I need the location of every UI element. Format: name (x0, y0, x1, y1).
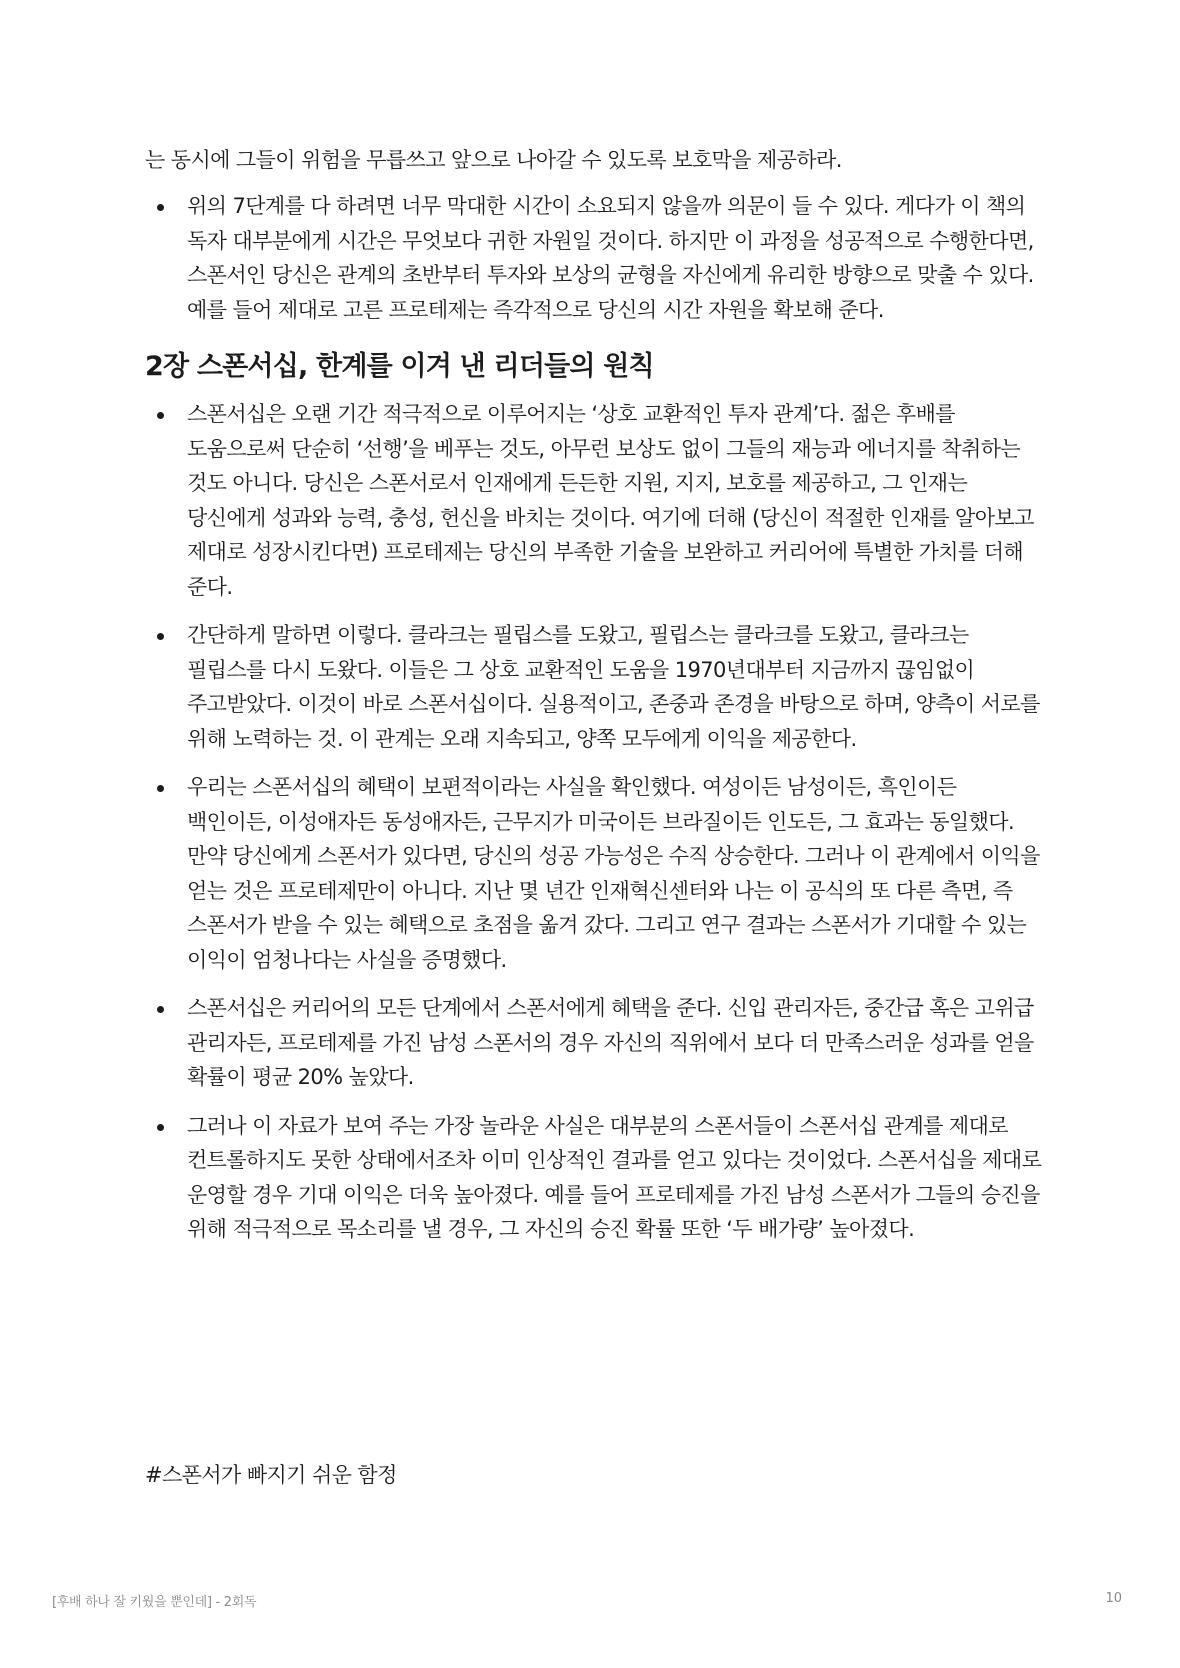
section-title: 2장 스폰서십, 한계를 이겨 낸 리더들의 원칙 (145, 351, 654, 382)
list-item-text: 우리는 스폰서십의 혜택이 보편적이라는 사실을 확인했다. 여성이든 남성이든, 흑인이든 백인이든, 이성애자든 동성애자든, 근무지가 미국이든 브라질이든 인도든, 그 효과는 동일했다. 만약 당신에게 스폰서가 있다면, 당신의 성공 가능성은 수직 상승한다. 그러나 이 관계에서 이익을 얻는 것은 프로테제만이 아니다. 지난 몇 년간 인재혁신센터와 나는 이 공식의 또 다른 측면, 즉 스폰서가 받을 수 있는 혜택으로 초점을 옮겨 갔다. 그리고 연구 결과는 스폰서가 기대할 수 있는 이익이 엄청나다는 사실을 증명했다. (187, 775, 1040, 972)
lead-paragraph: 는 동시에 그들이 위험을 무릅쓰고 앞으로 나아갈 수 있도록 보호막을 제공하라. (145, 148, 842, 172)
section-bullet-list (145, 397, 1045, 1247)
list-item (145, 991, 1045, 1095)
bullet-icon (157, 412, 164, 419)
list-item-text: 간단하게 말하면 이렇다. 클라크는 필립스를 도왔고, 필립스는 클라크를 도왔고, 클라크는 필립스를 다시 도왔다. 이들은 그 상호 교환적인 도움을 1970년대부터 지금까지 끊임없이 주고받았다. 이것이 바로 스폰서십이다. 실용적이고, 존중과 존경을 바탕으로 하며, 양측이 서로를 위해 노력하는 것. 이 관계는 오래 지속되고, 양쪽 모두에게 이익을 제공한다. (187, 623, 1040, 751)
bullet-icon (157, 1124, 164, 1131)
bullet-icon (157, 1006, 164, 1013)
footer-document-title: [후배 하나 잘 키웠을 뿐인데] - 2회독 (52, 1595, 257, 1610)
bullet-icon (157, 785, 164, 792)
bullet-icon (157, 204, 164, 211)
main-content (145, 143, 1045, 1261)
list-item-text: 위의 7단계를 다 하려면 너무 막대한 시간이 소요되지 않을까 의문이 들 수 있다. 게다가 이 책의 독자 대부분에게 시간은 무엇보다 귀한 자원일 것이다. 하지만 이 과정을 성공적으로 수행한다면, 스폰서인 당신은 관계의 초반부터 투자와 보상의 균형을 자신에게 유리한 방향으로 맞출 수 있다. 예를 들어 제대로 고른 프로테제는 즉각적으로 당신의 시간 자원을 확보해 준다. (187, 194, 1034, 322)
list-item-text: 스폰서십은 오랜 기간 적극적으로 이루어지는 ‘상호 교환적인 투자 관계’다. 젊은 후배를 도움으로써 단순히 ‘선행’을 베푸는 것도, 아무런 보상도 없이 그들의 재능과 에너지를 착취하는 것도 아니다. 당신은 스폰서로서 인재에게 든든한 지원, 지지, 보호를 제공하고, 그 인재는 당신에게 성과와 능력, 충성, 헌신을 바치는 것이다. 여기에 더해 (당신이 적절한 인재를 알아보고 제대로 성장시킨다면) 프로테제는 당신의 부족한 기술을 보완하고 커리어에 특별한 가치를 더해 준다. (187, 402, 1034, 599)
list-item-text: 스폰서십은 커리어의 모든 단계에서 스폰서에게 혜택을 준다. 신입 관리자든, 중간급 혹은 고위급 관리자든, 프로테제를 가진 남성 스폰서의 경우 자신의 직위에서 보다 더 만족스러운 성과를 얻을 확률이 평균 20% 높았다. (187, 996, 1034, 1089)
list-item (145, 189, 1045, 327)
page-number: 10 (1105, 1591, 1122, 1606)
intro-bullet-list (145, 189, 1045, 327)
hashtag-heading: #스폰서가 빠지기 쉬운 함정 (145, 1463, 397, 1487)
bullet-icon (157, 633, 164, 640)
list-item-text: 그러나 이 자료가 보여 주는 가장 놀라운 사실은 대부분의 스폰서들이 스폰서십 관계를 제대로 컨트롤하지도 못한 상태에서조차 이미 인상적인 결과를 얻고 있다는 것이었다. 스폰서십을 제대로 운영할 경우 기대 이익은 더욱 높아졌다. 예를 들어 프로테제를 가진 남성 스폰서가 그들의 승진을 위해 적극적으로 목소리를 낼 경우, 그 자신의 승진 확률 또한 ‘두 배가량’ 높아졌다. (187, 1113, 1042, 1241)
list-item (145, 397, 1045, 604)
list-item (145, 618, 1045, 756)
list-item (145, 770, 1045, 977)
list-item (145, 1109, 1045, 1247)
